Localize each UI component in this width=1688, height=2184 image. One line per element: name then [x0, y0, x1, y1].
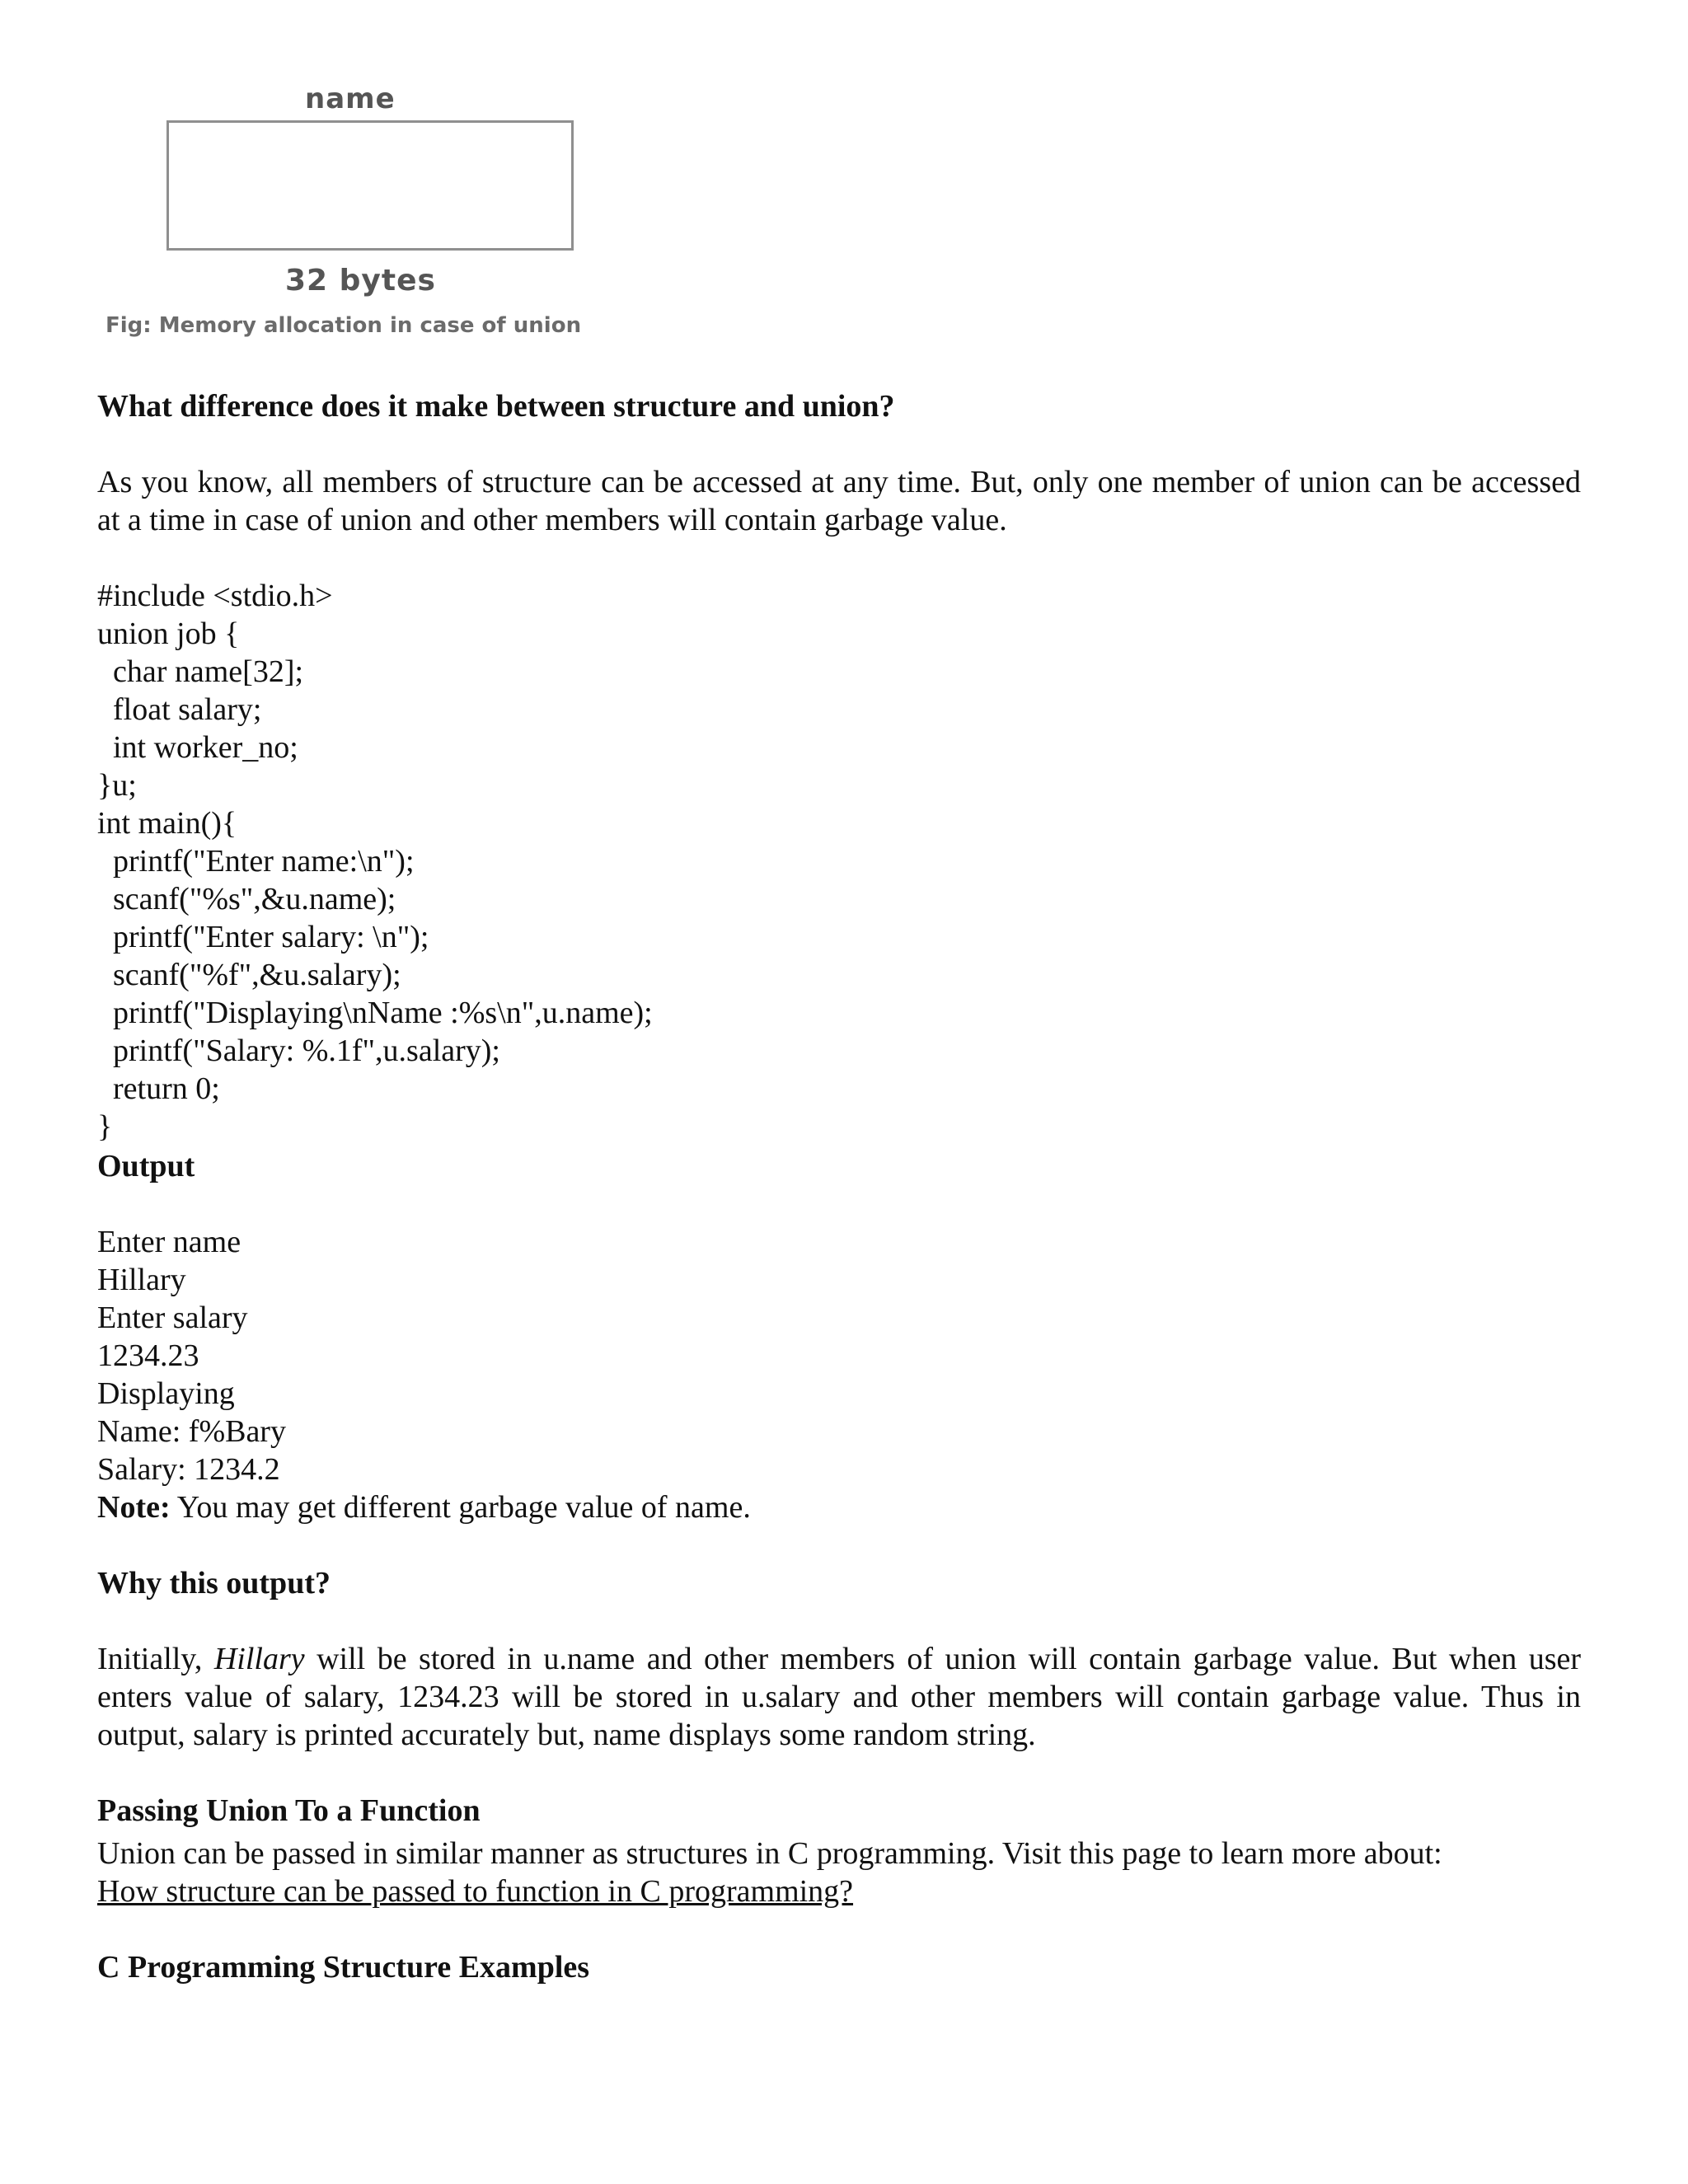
code-line: scanf("%s",&u.name);: [97, 882, 396, 916]
difference-heading: What difference does it make between structure and union?: [97, 389, 895, 424]
code-line: scanf("%f",&u.salary);: [97, 958, 401, 992]
passing-text: Union can be passed in similar manner as structures in C programming. Visit this page to learn more about:: [97, 1836, 1442, 1871]
code-line: printf("Enter name:\n");: [97, 844, 415, 879]
code-line: printf("Displaying\nName :%s\n",u.name);: [97, 996, 653, 1030]
code-line: char name[32];: [97, 654, 304, 689]
code-listing: [97, 577, 1581, 1146]
figure-caption: Fig: Memory allocation in case of union: [106, 313, 582, 338]
why-text-rest: will be stored in u.name and other members of union will contain garbage value. But when user enters value of salary, 1234.23 will be stored in u.salary and other members will contain garbage value. Thus in output, salary is printed accurately but, name displays some random string.: [97, 1642, 1581, 1752]
code-line: }: [97, 1109, 113, 1144]
memory-allocation-figure: [97, 82, 608, 354]
passing-paragraph: [97, 1835, 1581, 1872]
output-line: Hillary: [97, 1263, 186, 1297]
note-line: [97, 1488, 1581, 1526]
code-line: float salary;: [97, 692, 262, 727]
figure-size-label: 32 bytes: [285, 264, 436, 298]
why-paragraph: [97, 1640, 1581, 1754]
why-emphasis: Hillary: [213, 1642, 305, 1676]
code-line: int worker_no;: [97, 730, 298, 765]
note-label: Note:: [97, 1490, 171, 1525]
code-line: printf("Salary: %.1f",u.salary);: [97, 1033, 500, 1068]
output-line: Enter name: [97, 1225, 241, 1259]
output-line: Enter salary: [97, 1301, 248, 1335]
why-heading: Why this output?: [97, 1566, 331, 1601]
why-text-start: Initially,: [97, 1642, 214, 1676]
structure-function-link[interactable]: How structure can be passed to function in C programming?: [97, 1874, 854, 1909]
code-line: union job {: [97, 616, 240, 651]
output-line: Displaying: [97, 1376, 235, 1411]
figure-memory-box: [166, 120, 574, 251]
output-line: 1234.23: [97, 1338, 199, 1373]
output-line: Name: f%Bary: [97, 1414, 286, 1449]
passing-heading: Passing Union To a Function: [97, 1793, 481, 1828]
note-text: You may get different garbage value of name.: [170, 1490, 751, 1525]
output-listing: [97, 1223, 1581, 1526]
code-line: #include <stdio.h>: [97, 579, 333, 613]
code-line: return 0;: [97, 1071, 220, 1106]
output-heading: Output: [97, 1149, 195, 1183]
code-line: int main(){: [97, 806, 237, 841]
figure-box-label: name: [305, 82, 396, 115]
code-line: }u;: [97, 768, 137, 803]
code-line: printf("Enter salary: \n");: [97, 920, 429, 954]
difference-paragraph: As you know, all members of structure can be accessed at any time. But, only one member of union can be accessed at a time in case of union and other members will contain garbage value.: [97, 465, 1581, 537]
output-line: Salary: 1234.2: [97, 1452, 280, 1487]
examples-heading: C Programming Structure Examples: [97, 1950, 590, 1985]
passing-link-line: [97, 1872, 1581, 1910]
